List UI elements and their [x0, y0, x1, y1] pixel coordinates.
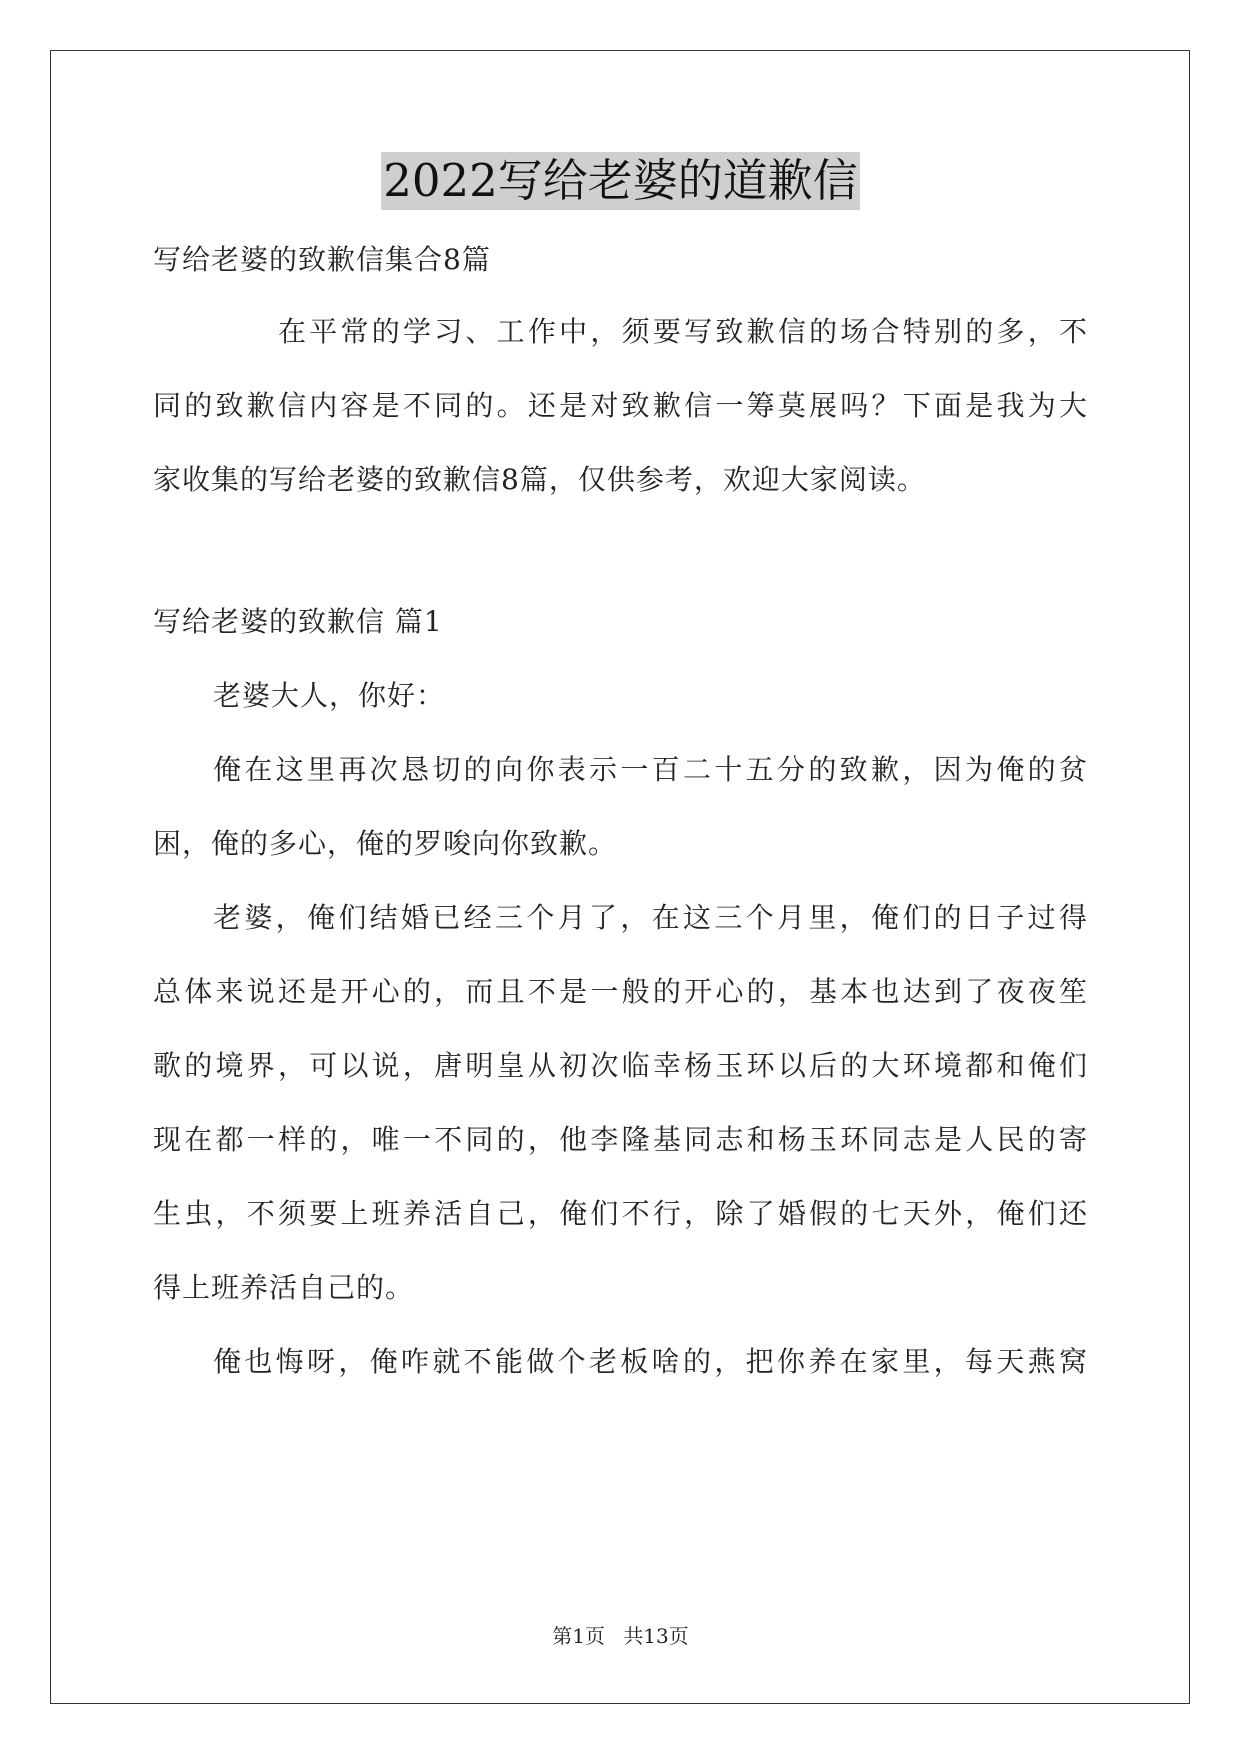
paragraph3-line-1: 俺也悔呀，俺咋就不能做个老板啥的，把你养在家里，每天燕窝	[213, 1345, 1088, 1378]
title-container	[0, 152, 1241, 210]
page-border	[50, 50, 1190, 1704]
intro-line-2: 同的致歉信内容是不同的。还是对致歉信一筹莫展吗？下面是我为大	[153, 389, 1088, 422]
page-total: 共13页	[623, 1624, 689, 1648]
document-title: 2022写给老婆的道歉信	[381, 152, 860, 210]
paragraph2-line-4: 现在都一样的，唯一不同的，他李隆基同志和杨玉环同志是人民的寄	[153, 1123, 1088, 1156]
paragraph2-line-5: 生虫，不须要上班养活自己，俺们不行，除了婚假的七天外，俺们还	[153, 1197, 1088, 1230]
salutation-line: 老婆大人，你好：	[213, 679, 446, 712]
subtitle-line: 写给老婆的致歉信集合8篇	[153, 243, 491, 276]
paragraph2-line-6: 得上班养活自己的。	[153, 1271, 415, 1304]
paragraph2-line-3: 歌的境界，可以说，唐明皇从初次临幸杨玉环以后的大环境都和俺们	[153, 1049, 1088, 1082]
paragraph2-line-1: 老婆，俺们结婚已经三个月了，在这三个月里，俺们的日子过得	[213, 901, 1088, 934]
paragraph1-line-2: 困，俺的多心，俺的罗唆向你致歉。	[153, 827, 618, 860]
paragraph1-line-1: 俺在这里再次恳切的向你表示一百二十五分的致歉，因为俺的贫	[213, 753, 1088, 786]
page-footer	[0, 1622, 1241, 1650]
intro-line-3: 家收集的写给老婆的致歉信8篇，仅供参考，欢迎大家阅读。	[153, 463, 926, 496]
section-heading: 写给老婆的致歉信 篇1	[153, 605, 443, 638]
page-number: 第1页	[552, 1624, 605, 1648]
intro-line-1: 在平常的学习、工作中，须要写致歉信的场合特别的多，不	[278, 315, 1088, 348]
paragraph2-line-2: 总体来说还是开心的，而且不是一般的开心的，基本也达到了夜夜笙	[153, 975, 1088, 1008]
